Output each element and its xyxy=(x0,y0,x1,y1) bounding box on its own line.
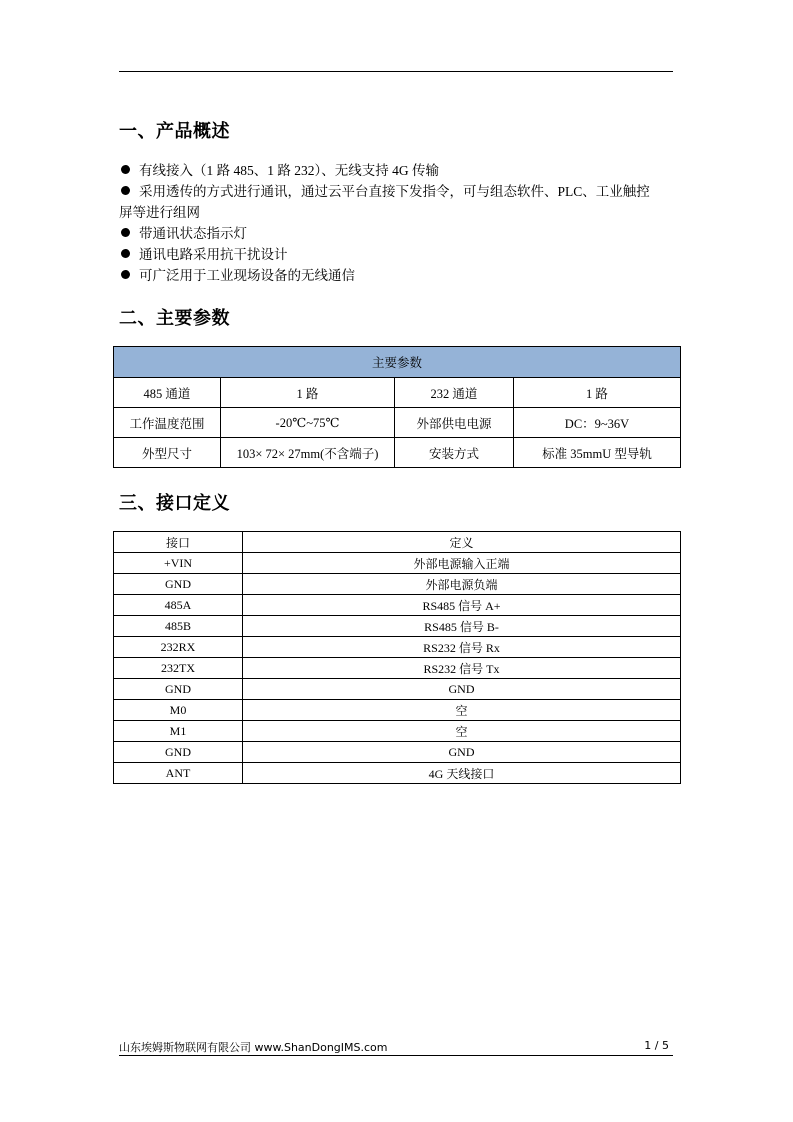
table-row xyxy=(114,616,681,637)
interface-table-header-row xyxy=(114,532,681,553)
param-label: 外型尺寸 xyxy=(114,438,221,468)
params-table-header: 主要参数 xyxy=(114,347,681,378)
list-item-text: 带通讯状态指示灯 xyxy=(139,226,247,241)
port-name: +VIN xyxy=(114,553,243,574)
list-item-text: 通讯电路采用抗干扰设计 xyxy=(139,247,288,262)
param-label: 232 通道 xyxy=(395,378,514,408)
port-definition: GND xyxy=(243,742,681,763)
params-table-header-row xyxy=(114,347,681,378)
port-definition: RS485 信号 B- xyxy=(243,616,681,637)
port-name: ANT xyxy=(114,763,243,784)
table-row xyxy=(114,438,681,468)
footer-company: 山东埃姆斯物联网有限公司 www.ShanDongIMS.com xyxy=(119,1041,388,1054)
column-header-definition: 定义 xyxy=(243,532,681,553)
port-name: GND xyxy=(114,679,243,700)
table-row xyxy=(114,763,681,784)
table-row xyxy=(114,700,681,721)
section-title-overview: 一、产品概述 xyxy=(119,121,230,142)
param-value: 标准 35mmU 型导轨 xyxy=(514,438,681,468)
param-value: 1 路 xyxy=(221,378,395,408)
param-label: 安装方式 xyxy=(395,438,514,468)
params-table xyxy=(113,346,681,468)
overview-bullet-list xyxy=(119,160,679,286)
port-name: 232RX xyxy=(114,637,243,658)
table-row xyxy=(114,721,681,742)
bullet-icon xyxy=(121,249,130,258)
table-row xyxy=(114,658,681,679)
header-rule xyxy=(119,71,673,72)
port-definition: 空 xyxy=(243,700,681,721)
param-label: 485 通道 xyxy=(114,378,221,408)
section-title-params: 二、主要参数 xyxy=(119,308,230,329)
footer-rule xyxy=(119,1055,673,1056)
list-item xyxy=(119,265,679,286)
port-definition: RS485 信号 A+ xyxy=(243,595,681,616)
table-row xyxy=(114,742,681,763)
bullet-icon xyxy=(121,270,130,279)
column-header-port: 接口 xyxy=(114,532,243,553)
bullet-icon xyxy=(121,228,130,237)
port-definition: RS232 信号 Rx xyxy=(243,637,681,658)
table-row xyxy=(114,637,681,658)
param-value: -20℃~75℃ xyxy=(221,408,395,438)
port-name: M0 xyxy=(114,700,243,721)
param-value: 103× 72× 27mm(不含端子) xyxy=(221,438,395,468)
list-item xyxy=(119,160,679,181)
port-definition: RS232 信号 Tx xyxy=(243,658,681,679)
port-definition: 外部电源输入正端 xyxy=(243,553,681,574)
port-name: GND xyxy=(114,742,243,763)
param-label: 工作温度范围 xyxy=(114,408,221,438)
interface-table xyxy=(113,531,681,784)
section-title-interface: 三、接口定义 xyxy=(119,493,230,514)
table-row xyxy=(114,553,681,574)
port-name: M1 xyxy=(114,721,243,742)
port-definition: 4G 天线接口 xyxy=(243,763,681,784)
port-definition: 空 xyxy=(243,721,681,742)
list-item-text: 采用透传的方式进行通讯，通过云平台直接下发指令，可与组态软件、PLC、工业触控 xyxy=(139,184,650,199)
table-row xyxy=(114,574,681,595)
list-item xyxy=(119,244,679,265)
list-item xyxy=(119,223,679,244)
bullet-icon xyxy=(121,165,130,174)
list-item-text: 有线接入（1 路 485、1 路 232）、无线支持 4G 传输 xyxy=(139,163,439,178)
port-definition: GND xyxy=(243,679,681,700)
list-item-text: 可广泛用于工业现场设备的无线通信 xyxy=(139,268,355,283)
table-row xyxy=(114,595,681,616)
table-row xyxy=(114,378,681,408)
table-row xyxy=(114,408,681,438)
port-definition: 外部电源负端 xyxy=(243,574,681,595)
param-value: DC：9~36V xyxy=(514,408,681,438)
port-name: GND xyxy=(114,574,243,595)
param-value: 1 路 xyxy=(514,378,681,408)
port-name: 485A xyxy=(114,595,243,616)
table-row xyxy=(114,679,681,700)
list-item-continuation: 屏等进行组网 xyxy=(119,205,200,220)
param-label: 外部供电电源 xyxy=(395,408,514,438)
port-name: 232TX xyxy=(114,658,243,679)
port-name: 485B xyxy=(114,616,243,637)
footer-page-number: 1 / 5 xyxy=(644,1039,669,1052)
bullet-icon xyxy=(121,186,130,195)
list-item xyxy=(119,181,679,202)
